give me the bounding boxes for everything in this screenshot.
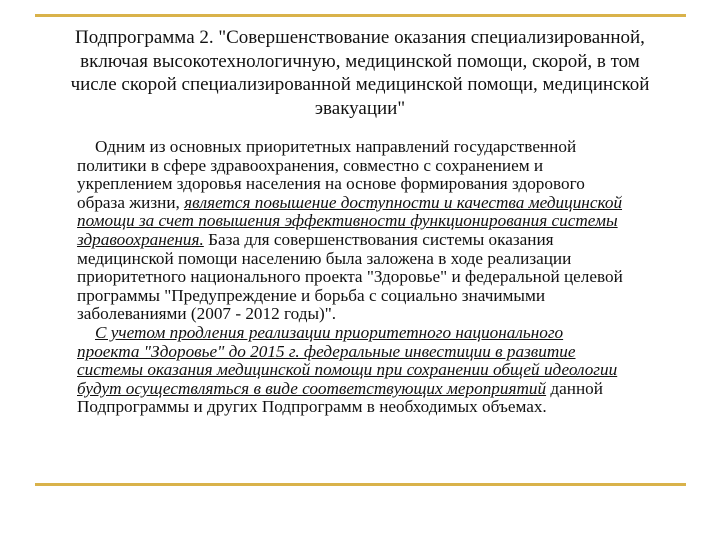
paragraph-2 xyxy=(77,324,697,417)
text-line xyxy=(77,212,697,231)
emphasized-text: системы оказания медицинской помощи при сохранении общей идеологии xyxy=(77,360,618,380)
text-line xyxy=(77,380,697,399)
text-line: заболеваниями (2007 - 2012 годы)". xyxy=(77,304,337,324)
text-line xyxy=(77,231,697,250)
text-fragment: База для совершенствования системы оказания xyxy=(203,229,554,249)
text-line: укреплением здоровья населения на основе формирования здорового xyxy=(77,174,585,194)
emphasized-text: помощи за счет повышения эффективности функционирования системы xyxy=(77,211,618,231)
text-line: приоритетного национального проекта "Здоровье" и федеральной целевой xyxy=(77,267,623,287)
title-line: Подпрограмма 2. "Совершенствование оказания специализированной, xyxy=(75,27,645,48)
title-line: эвакуации" xyxy=(314,97,406,119)
text-line xyxy=(77,361,697,380)
text-line: программы "Предупреждение и борьба с социально значимыми xyxy=(77,285,546,305)
emphasized-text: С учетом продления реализации приоритетного национального xyxy=(95,322,564,342)
paragraph-1 xyxy=(77,138,697,324)
title-line: числе скорой специализированной медицинской помощи, медицинской xyxy=(70,74,650,95)
top-divider xyxy=(35,14,686,17)
text-line: медицинской помощи населению была заложена в ходе реализации xyxy=(77,248,572,268)
emphasized-text: является повышение доступности и качества медицинской xyxy=(184,192,623,212)
emphasized-text: проекта "Здоровье" до 2015 г. федеральные инвестиции в развитие xyxy=(77,341,576,361)
title-line: включая высокотехнологичную, медицинской помощи, скорой, в том xyxy=(80,50,640,72)
text-line: политики в сфере здравоохранения, совместно с сохранением и xyxy=(77,155,544,175)
slide-body xyxy=(77,138,697,417)
text-line xyxy=(77,324,697,343)
emphasized-text: будут осуществляться в виде соответствующих мероприятий xyxy=(77,378,547,398)
emphasized-text: здравоохранения. xyxy=(77,229,204,249)
text-line xyxy=(77,194,697,213)
bottom-divider xyxy=(35,483,686,486)
text-fragment: данной xyxy=(546,378,603,398)
text-fragment: образа жизни, xyxy=(77,192,185,212)
text-line: Одним из основных приоритетных направлений государственной xyxy=(95,137,577,156)
slide-title xyxy=(40,26,680,120)
text-line: Подпрограммы и других Подпрограмм в необходимых объемах. xyxy=(77,397,547,417)
text-line xyxy=(77,343,697,362)
